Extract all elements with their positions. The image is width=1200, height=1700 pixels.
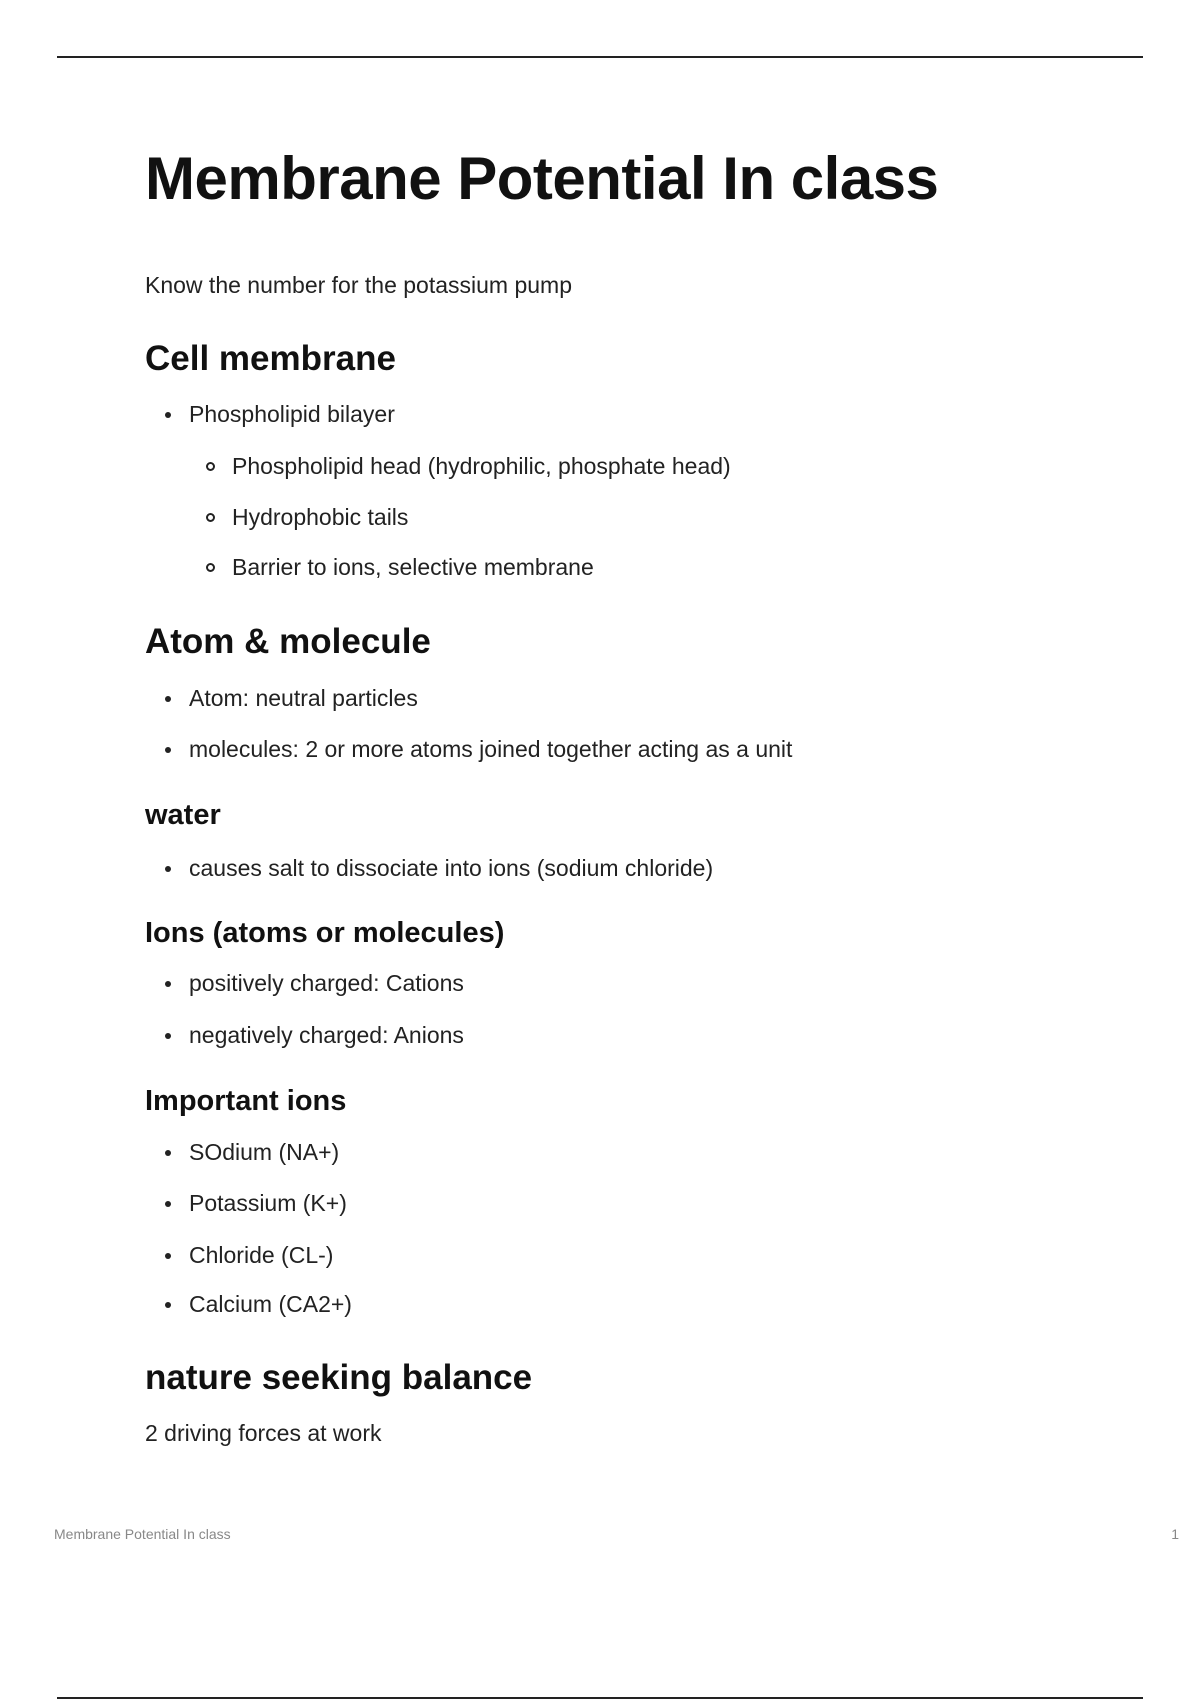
top-divider [57, 56, 1143, 58]
intro-text: Know the number for the potassium pump [145, 272, 573, 298]
list-item: positively charged: Cations [189, 970, 464, 996]
heading-atom-molecule: Atom & molecule [145, 622, 431, 661]
sub-list-item: Phospholipid head (hydrophilic, phosphate head) [232, 453, 731, 479]
page-title: Membrane Potential In class [145, 145, 939, 212]
list-item: causes salt to dissociate into ions (sodium chloride) [189, 855, 714, 881]
sub-list-item: Hydrophobic tails [232, 504, 409, 530]
list-item: Calcium (CA2+) [189, 1291, 352, 1317]
list-item: Atom: neutral particles [189, 685, 418, 711]
heading-nature-balance: nature seeking balance [145, 1358, 533, 1397]
list-item: negatively charged: Anions [189, 1022, 464, 1048]
list-item: molecules: 2 or more atoms joined together acting as a unit [189, 736, 793, 762]
list-item: Phospholipid bilayer [189, 401, 395, 427]
sub-list-item: Barrier to ions, selective membrane [232, 554, 594, 580]
list-item: Chloride (CL-) [189, 1242, 334, 1268]
bottom-divider [57, 1697, 1143, 1699]
heading-ions: Ions (atoms or molecules) [145, 917, 505, 949]
footer-page-number: 1 [1171, 1526, 1179, 1542]
list-item: Potassium (K+) [189, 1190, 347, 1216]
heading-important-ions: Important ions [145, 1085, 347, 1117]
heading-water: water [145, 799, 221, 831]
list-item: SOdium (NA+) [189, 1139, 340, 1165]
balance-text: 2 driving forces at work [145, 1420, 382, 1446]
heading-cell-membrane: Cell membrane [145, 339, 396, 378]
footer-doc-title: Membrane Potential In class [54, 1526, 231, 1542]
